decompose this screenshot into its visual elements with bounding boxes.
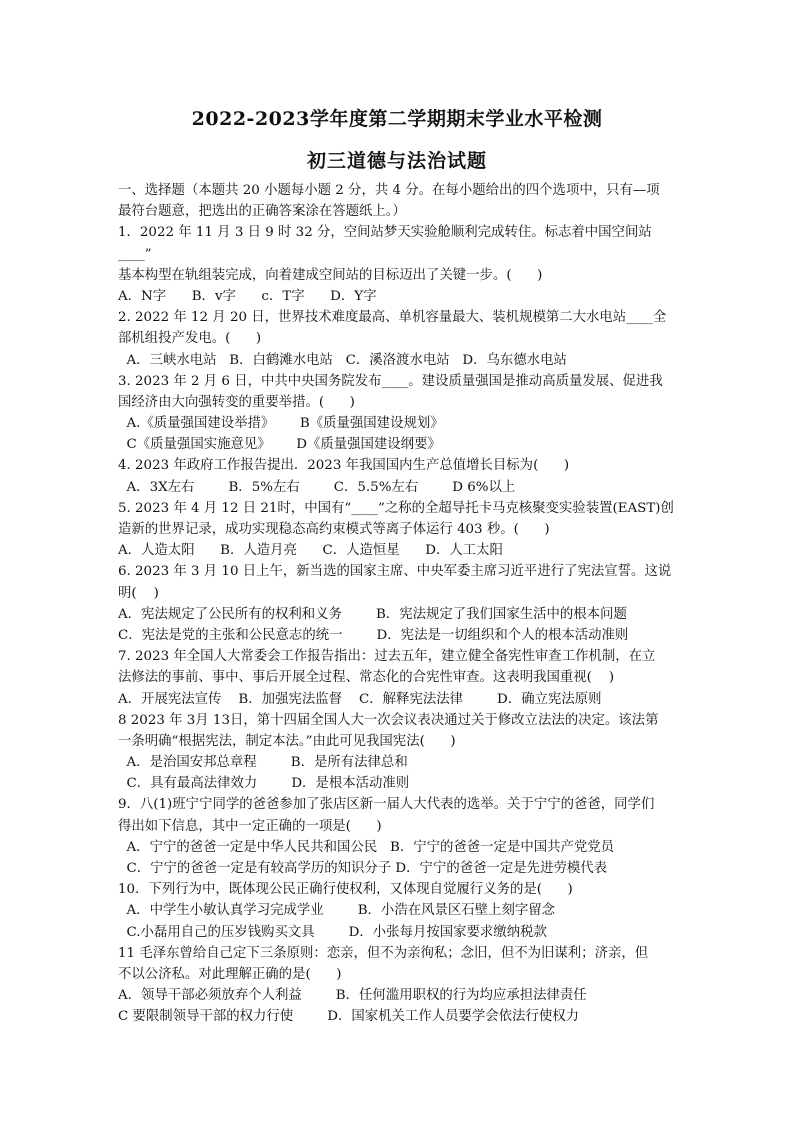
text-line: A.《质量强国建设举措》 B《质量强国建设规划》 [118, 416, 444, 432]
text-line: 国经济由大向强转变的重要举措。( ) [118, 394, 355, 410]
text-line: ____” [118, 246, 152, 262]
text-line: 4. 2023 年政府工作报告提出．2023 年我国国内生产总值增长目标为( ) [118, 458, 570, 474]
text-line: A．中学生小敏认真学习完成学业 B．小浩在风景区石壁上刻字留念 [118, 903, 556, 919]
text-line: 不以公济私。对此理解正确的是( ) [118, 966, 342, 982]
text-line: 11 毛泽东曾给自己定下三条原则：恋亲，但不为亲徇私；念旧，但不为旧谋利；济亲，但 [118, 945, 649, 961]
text-line: 明( ) [118, 585, 159, 601]
text-line: A．N字 B．v字 c．T字 D．Y字 [118, 288, 377, 304]
text-line: A．宪法规定了公民所有的权利和义务 B．宪法规定了我们国家生活中的根本问题 [118, 606, 627, 622]
exam-title: 2022-2023学年度第二学期期末学业水平检测 [191, 108, 603, 130]
text-line: A．宁宁的爸爸一定是中华人民共和国公民 B．宁宁的爸爸一定是中国共产党党员 [118, 839, 615, 855]
text-line: 部机组投产发电。( ) [118, 331, 262, 347]
text-line: 10．下列行为中，既体现公民正确行使权利，又体现自觉履行义务的是( ) [118, 882, 573, 898]
text-line: C．宁宁的爸爸一定是有较高学历的知识分子 D．宁宁的爸爸一定是先进劳模代表 [118, 861, 608, 876]
text-line: 一、选择题（本题共 20 小题每小题 2 分，共 4 分。在每小题给出的四个选项中，只有—项 [118, 183, 660, 198]
text-line: 3. 2023 年 2 月 6 日，中共中央国务院发布____。建设质量强国是推动高质量发展、促进我 [118, 373, 663, 389]
exam-subtitle: 初三道德与法治试题 [306, 150, 487, 172]
text-line: 基本构型在轨组装完成，向着建成空间站的目标迈出了关键一步。( ) [118, 267, 543, 283]
text-line: C.小磊用自己的压岁钱购买文具 D．小张每月按国家要求缴纳税款 [118, 924, 547, 940]
text-line: 最符台题意，把选出的正确答案涂在答题纸上。） [118, 204, 406, 220]
text-line: 一条明确“根据宪法，制定本法。”由此可见我国宪法( ) [118, 733, 456, 749]
text-line: A．是治国安邦总章程 B．是所有法律总和 [118, 755, 408, 771]
text-line: A．人造太阳 B．人造月亮 C．人造恒星 D．人工太阳 [118, 543, 503, 559]
text-line: A．三峡水电站 B．白鹤滩水电站 C．溪洛渡水电站 D．乌东德水电站 [118, 352, 567, 368]
text-line: 7. 2023 年全国人大常委会工作报告指出：过去五年，建立健全备宪性审查工作机制，在立 [118, 649, 656, 665]
text-line: A．领导干部必须放弃个人利益 B．任何滥用职权的行为均应承担法律责任 [118, 988, 587, 1004]
text-line: 法修法的事前、事中、事后开展全过程、常态化的合宪性审查。这表明我国重视( ) [118, 670, 615, 686]
text-line: C 要限制领导干部的权力行使 D．国家机关工作人员要学会依法行使权力 [118, 1009, 580, 1025]
text-line: 1．2022 年 11 月 3 日 9 时 32 分，空间站梦天实验舱顺利完成转住。标志着中国空间站 [118, 225, 652, 241]
text-line: A．3X左右 B．5%左右 C．5.5%左右 D 6%以上 [118, 479, 516, 495]
text-line: C．具有最高法律效力 D．是根本活动准则 [118, 776, 410, 792]
text-line: 5. 2023 年 4 月 12 日 21时，中国有“____”之称的全超导托卡马克核聚变实验装置(EAST)创 [118, 500, 674, 516]
text-line: C《质量强国实施意见》 D《质量强国建设纲要》 [118, 437, 441, 453]
text-line: 8 2023 年 3月 13日，第十四届全国人大一次会议表决通过关于修改立法法的决定。该法第 [118, 712, 659, 728]
text-line: 6. 2023 年 3 月 10 日上午，新当选的国家主席、中央军委主席习近平进行了宪法宣誓。这说 [118, 564, 672, 580]
question-body [118, 180, 678, 1028]
text-line: 造新的世界记录，成功实现稳态高约束模式等离子体运行 403 秒。( ) [118, 522, 550, 537]
text-line: 得出如下信息，其中一定正确的一项是( ) [118, 818, 382, 834]
text-line: C．宪法是党的主张和公民意志的统一 D．宪法是一切组织和个人的根本活动准则 [118, 627, 629, 643]
text-line: 9．八(1)班宁宁同学的爸爸参加了张店区新一届人大代表的选举。关于宁宁的爸爸，同学们 [118, 797, 655, 813]
text-line: 2. 2022 年 12 月 20 日，世界技术难度最高、单机容量最大、装机规模第二大水电站____全 [118, 310, 667, 326]
text-line: A．开展宪法宣传 B．加强宪法监督 C．解释宪法法律 D．确立宪法原则 [118, 691, 602, 707]
